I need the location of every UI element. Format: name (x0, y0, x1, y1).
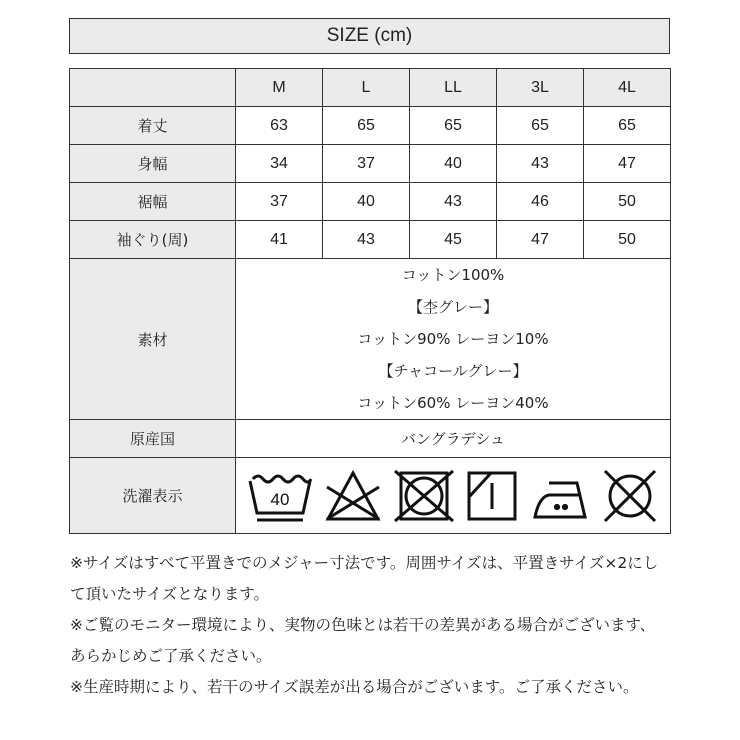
size-header: 4L (584, 69, 671, 107)
size-header: LL (410, 69, 497, 107)
cell: 37 (323, 145, 410, 183)
row-label: 着丈 (70, 107, 236, 145)
row-label: 原産国 (70, 420, 236, 458)
cell: 47 (584, 145, 671, 183)
note: ※ご覧のモニター環境により、実物の色味とは若干の差異がある場合がございます、あらかじめご了承ください。 (70, 616, 656, 665)
origin-cell: バングラデシュ (236, 420, 671, 458)
wash-40-icon (247, 467, 313, 525)
size-table (69, 68, 671, 534)
header-row (70, 69, 671, 107)
no-dry-clean-icon (601, 467, 659, 525)
iron-medium-icon (531, 467, 591, 525)
row-label: 洗濯表示 (70, 458, 236, 534)
cell: 41 (236, 221, 323, 259)
care-cell (236, 458, 671, 534)
cell: 43 (497, 145, 584, 183)
row-label: 袖ぐり(周) (70, 221, 236, 259)
cell: 65 (410, 107, 497, 145)
material-line: 【チャコールグレー】 (378, 362, 528, 380)
no-tumble-dry-icon (393, 467, 455, 525)
cell: 65 (584, 107, 671, 145)
material-line: 【杢グレー】 (407, 298, 498, 316)
corner-cell (70, 69, 236, 107)
cell: 65 (497, 107, 584, 145)
size-table-title: SIZE (cm) (69, 18, 670, 54)
material-row (70, 259, 671, 420)
material-cell (236, 259, 671, 420)
notes (70, 548, 670, 703)
cell: 50 (584, 221, 671, 259)
origin-row (70, 420, 671, 458)
svg-text:40: 40 (270, 489, 290, 509)
cell: 46 (497, 183, 584, 221)
size-header: 3L (497, 69, 584, 107)
cell: 63 (236, 107, 323, 145)
cell: 47 (497, 221, 584, 259)
row-label: 裾幅 (70, 183, 236, 221)
table-row (70, 221, 671, 259)
size-header: L (323, 69, 410, 107)
cell: 40 (323, 183, 410, 221)
cell: 40 (410, 145, 497, 183)
care-row (70, 458, 671, 534)
note: ※サイズはすべて平置きでのメジャー寸法です。周囲サイズは、平置きサイズ×2にして頂いたサイズとなります。 (70, 554, 659, 603)
cell: 45 (410, 221, 497, 259)
cell: 37 (236, 183, 323, 221)
table-row (70, 145, 671, 183)
table-row (70, 183, 671, 221)
size-header: M (236, 69, 323, 107)
note: ※生産時期により、若干のサイズ誤差が出る場合がございます。ご了承ください。 (70, 678, 639, 696)
cell: 34 (236, 145, 323, 183)
drip-dry-shade-icon (465, 467, 521, 525)
material-line: コットン100% (401, 266, 505, 284)
no-bleach-icon (323, 467, 383, 525)
cell: 50 (584, 183, 671, 221)
row-label: 素材 (70, 259, 236, 420)
material-line: コットン90% レーヨン10% (357, 330, 549, 348)
cell: 65 (323, 107, 410, 145)
cell: 43 (410, 183, 497, 221)
row-label: 身幅 (70, 145, 236, 183)
table-row (70, 107, 671, 145)
material-line: コットン60% レーヨン40% (357, 394, 549, 412)
cell: 43 (323, 221, 410, 259)
